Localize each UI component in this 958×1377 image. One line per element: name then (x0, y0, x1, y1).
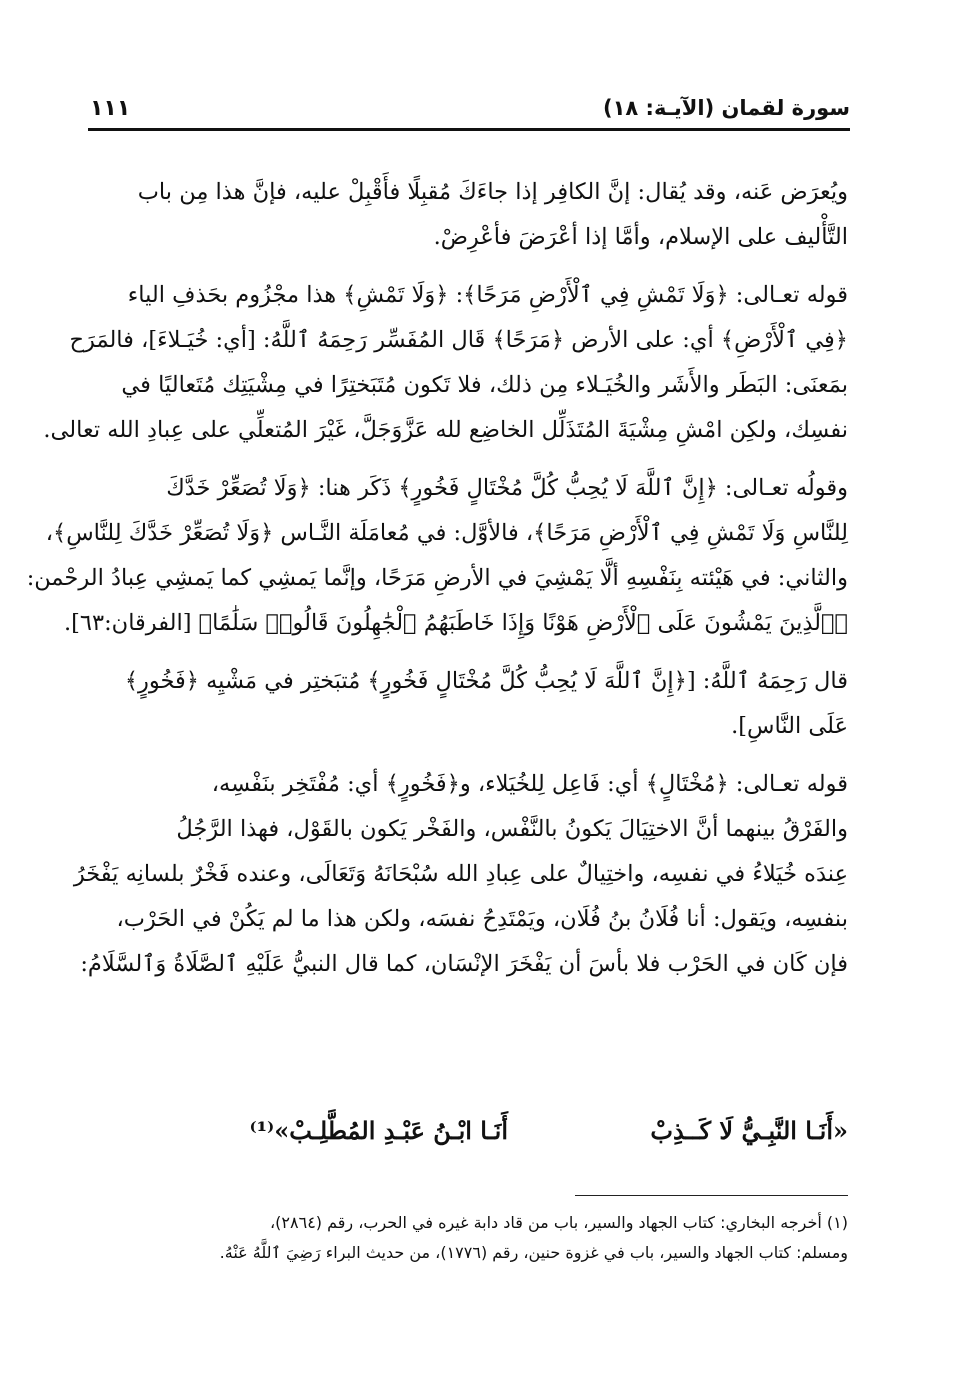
paragraph (43, 273, 848, 453)
text-line: عِندَه خُيَلاءُ في نفسِه، واختِيالٌ على عِبادِ الله سُبْحَانَهُ وَتَعَالَى، وعنده فَخْرٌ بلسانِه يَفْخَرُ (73, 861, 848, 887)
text-line: بمَعنَى: البَطَر والأَشَر والخُيَـلاء مِن ذلك، فلا تَكون مُتَبَختِرًا في مِشْيَتِك مُتَعاليًا في (121, 372, 848, 398)
page-header (88, 92, 850, 132)
footnotes (88, 1208, 848, 1268)
running-title: سورة لقمان (الآيـة: ١٨) (602, 96, 850, 120)
footnote-line: ومسلم: كتاب الجهاد والسير، باب في غزوة حنين، رقم (١٧٧٦)، من حديث البراء رَضِيَ ٱللَّهُ عَنْهُ. (219, 1243, 848, 1262)
text-line: والثاني: في هَيْئته بِنَفْسِهِ ألَّا يَمْشِيَ في الأرضِ مَرَحًا، وإنَّما يَمشِي كما يَمشِي عِبادُ الرحْمن: (26, 565, 848, 591)
body-text (26, 170, 848, 1000)
paragraph (88, 659, 848, 749)
text-line: بنفسِه، ويَقول: أنا فُلَانُ بنُ فُلَان، ويَمْتَدِحُ نفسَه، ولكن هذا ما لم يَكُنْ في الحَرْب، (116, 906, 848, 932)
verse-hemistich: «أَنَـا النَّبِـيُّ لَا كَــذِبْ (650, 1116, 848, 1145)
paragraph (73, 762, 848, 987)
paragraph (26, 466, 848, 646)
text-line: والفَرْقُ بينهما أنَّ الاختِيَالَ يَكونُ بالنَّفْس، والفَخْر يَكون بالقَوْل، فهذا الرَّجُلُ (176, 816, 848, 842)
text-line: ويُعرَض عَنه، وقد يُقال: إنَّ الكافِر إذا جاءَكَ مُقبِلًا فأَقْبِلْ عليه، فإنَّ هذا مِن باب (137, 179, 848, 205)
text-line: ﴿ٱلَّذِينَ يَمْشُونَ عَلَى ٱلْأَرْضِ هَوْنًا وَإِذَا خَاطَبَهُمُ ٱلْجَٰهِلُونَ قَالُوا۟ سَلَٰمًا﴾ [الفرقان:٦٣]. (63, 610, 848, 636)
text-line: قوله تعـالى: ﴿مُخْتَالٍ﴾ أي: فَاعِل لِلخُيَلاء، و﴿فَخُورٍ﴾ أي: مُفْتَخِر بنَفْسِه، (211, 771, 848, 797)
footnote-divider (575, 1195, 848, 1196)
text-line: نفسِك، ولكِن امْشِ مِشْيَةَ المُتَذَلِّل الخاضِع لله عَزَّوَجَلَّ، غَيْرَ المُتعلِّي على عِبادِ الله تعالى. (43, 417, 848, 443)
verse-hemistich: أَنَـا ابْـنُ عَبْـدِ المُطَّلِـبْ»⁽¹⁾ (249, 1116, 508, 1145)
text-line: وقولُه تعـالى: ﴿إِنَّ ٱللَّهَ لَا يُحِبُّ كُلَّ مُخْتَالٍ فَخُورٍ﴾ ذَكَر هنا: ﴿وَلَا تُصَعِّرْ خَدَّكَ (166, 475, 848, 501)
header-rule (88, 128, 850, 131)
text-line: قال رَحِمَهُ ٱللَّهُ: [﴿إِنَّ ٱللَّهَ لَا يُحِبُّ كُلَّ مُخْتَالٍ فَخُورٍ﴾ مُتبَختِر في مَشْيِه ﴿فَخُورٍ﴾ (124, 668, 848, 694)
text-line: قوله تعـالى: ﴿وَلَا تَمْشِ فِي ٱلْأَرْضِ مَرَحًا﴾: ﴿وَلَا تَمْشِ﴾ هذا مجْزُوم بحَذفِ الياء (127, 282, 848, 308)
page-number: ١١١ (90, 96, 131, 121)
text-line: لِلنَّاسِ وَلَا تَمْشِ فِي ٱلْأَرْضِ مَرَحًا﴾، فالأوَّل: في مُعامَلَة النَّـاس ﴿وَلَا تُصَعِّرْ خَدَّكَ لِلنَّاسِ﴾، (45, 520, 848, 546)
text-line: عَلَى النَّاسِ]. (731, 713, 848, 739)
text-line: التَّأْليف على الإسلام، وأمَّا إذا أعْرَضَ فأعْرِضْ. (433, 224, 848, 250)
text-line: فإن كَان في الحَرْب فلا بأسَ أن يَفْخَرَ الإنْسَان، كما قال النبيُّ عَلَيْهِ ٱلصَّلَاةُ وَٱلسَّلَامُ: (80, 951, 848, 977)
paragraph (88, 170, 848, 260)
poetry-verse (88, 1116, 848, 1162)
footnote-line: (١) أخرجه البخاري: كتاب الجهاد والسير، باب من قاد دابة غيره في الحرب، رقم (٢٨٦٤)، (270, 1213, 848, 1232)
text-line: ﴿فِي ٱلْأَرْضِ﴾ أي: على الأرض ﴿مَرَحًا﴾ قَال المُفَسِّر رَحِمَهُ ٱللَّهُ: [أي: خُيَـلاءَ]، فالمَرَح (69, 327, 848, 353)
